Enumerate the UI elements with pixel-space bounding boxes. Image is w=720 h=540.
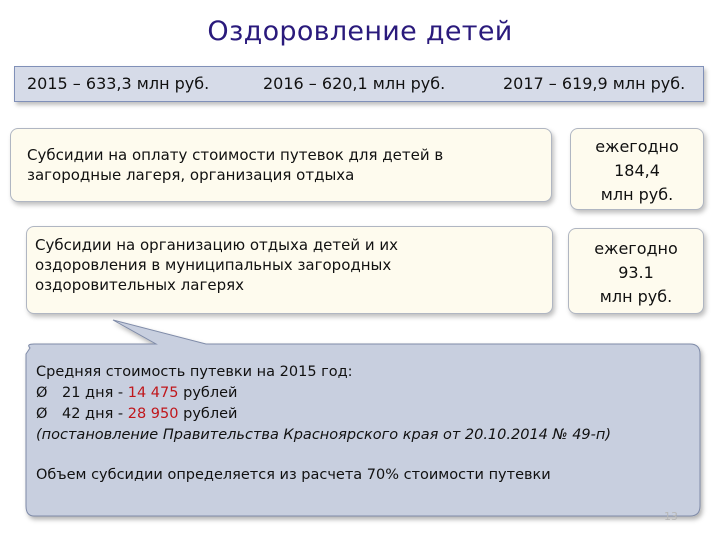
bullet-prefix: 21 дня -: [62, 385, 128, 401]
amount-line: ежегодно: [595, 137, 679, 156]
callout-heading: Средняя стоимость путевки на 2015 год:: [36, 364, 353, 380]
budget-2016: 2016 – 620,1 млн руб.: [263, 74, 446, 93]
bullet-suffix: рублей: [178, 385, 238, 401]
bullet-item: [36, 404, 696, 425]
amount-line: 184,4: [614, 161, 660, 180]
subsidy-text-line: оздоровления в муниципальных загородных: [35, 256, 392, 274]
bullet-arrow-icon: Ø: [36, 406, 48, 422]
price-value: 14 475: [127, 385, 179, 401]
amount-line: ежегодно: [594, 239, 678, 258]
budget-2017: 2017 – 619,9 млн руб.: [503, 74, 686, 93]
price-value: 28 950: [127, 406, 179, 422]
bullet-arrow-icon: Ø: [36, 385, 48, 401]
bullet-prefix: 42 дня -: [62, 406, 128, 422]
page-title: Оздоровление детей: [207, 16, 513, 47]
callout-content: [36, 362, 696, 486]
subsidy-text-line: Субсидии на оплату стоимости путевок для детей в: [27, 146, 444, 164]
legal-reference: (постановление Правительства Красноярского края от 20.10.2014 № 49-п): [36, 427, 612, 443]
subsidy-text-line: загородные лагеря, организация отдыха: [27, 166, 355, 184]
subsidy-text-line: оздоровительных лагерях: [35, 276, 244, 294]
subsidy-text-line: Субсидии на организацию отдыха детей и их: [35, 236, 399, 254]
amount-line: млн руб.: [599, 287, 673, 306]
amount-line: 93.1: [618, 263, 654, 282]
page-number: 13: [664, 510, 678, 523]
bullet-item: [36, 383, 696, 404]
subsidy-note: Объем субсидии определяется из расчета 70% стоимости путевки: [36, 467, 551, 483]
budget-2015: 2015 – 633,3 млн руб.: [27, 74, 210, 93]
amount-line: млн руб.: [600, 185, 674, 204]
bullet-suffix: рублей: [178, 406, 238, 422]
